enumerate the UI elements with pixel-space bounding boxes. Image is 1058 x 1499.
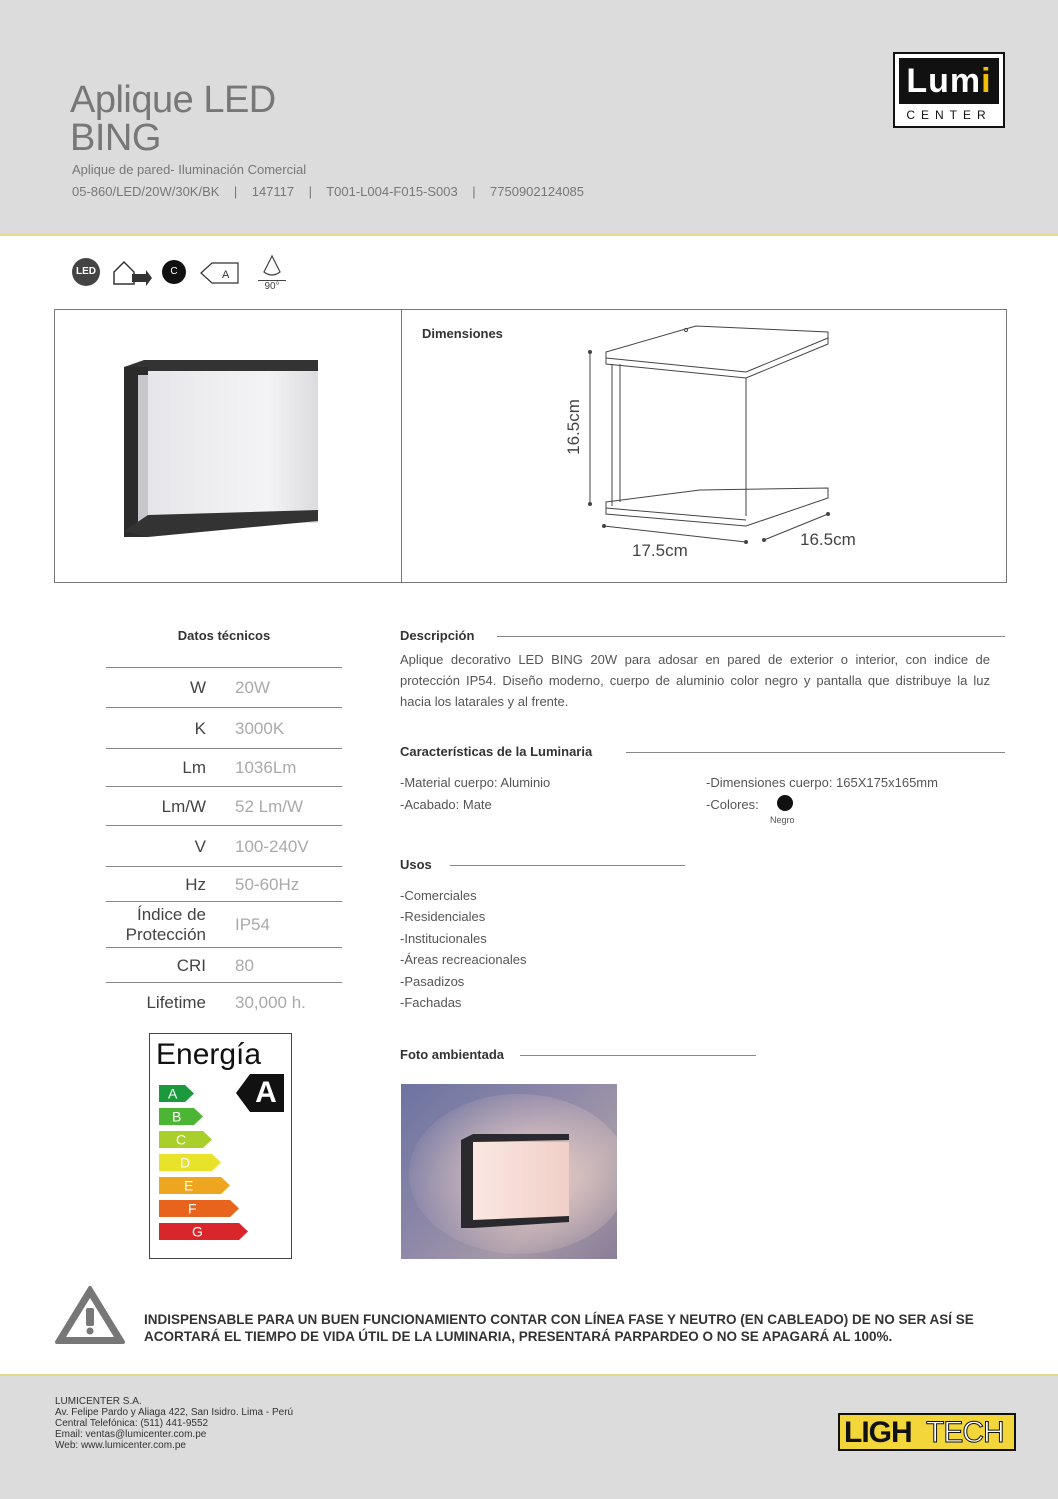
footer-phone: Central Telefónica: (511) 441-9552: [55, 1418, 209, 1429]
tech-row: [106, 786, 342, 825]
tech-row-value: 80: [235, 956, 254, 975]
energy-bar-label: D: [180, 1154, 191, 1171]
uses-item: -Residenciales: [400, 909, 486, 925]
energy-bar-label: E: [184, 1177, 194, 1194]
product-image: [118, 355, 324, 541]
description-text: Aplique decorativo LED BING 20W para adosar en pared de exterior o interior, con indice de protección IP54. Diseño moderno, cuerpo de aluminio color negro y pantalla que distribuye la luz hacia los latarales y al frente.: [400, 652, 990, 709]
led-badge-icon: LED: [72, 258, 100, 286]
energy-class-icon: [200, 262, 240, 284]
uses-item: -Comerciales: [400, 888, 477, 903]
ambient-photo: [401, 1084, 617, 1259]
indoor-outdoor-icon: [110, 258, 154, 288]
beam-angle-label: 90°: [258, 280, 286, 292]
c-badge-icon: C: [162, 260, 186, 284]
feature-finish: -Acabado: Mate: [400, 797, 492, 812]
tech-row: [106, 667, 342, 707]
code-ean: 7750902124085: [490, 184, 585, 199]
energy-bar-b: [159, 1108, 204, 1125]
feature-dimensions: -Dimensiones cuerpo: 165X175x165mm: [706, 775, 938, 790]
tech-row-label: Hz: [185, 875, 206, 894]
svg-text:A: A: [222, 269, 230, 281]
product-title-line2: BING: [70, 117, 161, 159]
tech-row: [106, 866, 342, 901]
footer-address: Av. Felipe Pardo y Aliaga 422, San Isidro. Lima - Perú: [55, 1407, 294, 1418]
footer-web: Web: www.lumicenter.com.pe: [55, 1440, 186, 1451]
energy-bar-f: [159, 1200, 240, 1217]
uses-item: -Fachadas: [400, 995, 462, 1010]
tech-row-label: Índice de Protección: [125, 905, 206, 944]
description-title: Descripción: [400, 628, 475, 643]
tech-row: [106, 901, 342, 947]
tech-row: [106, 748, 342, 786]
energy-bar-label: C: [176, 1131, 187, 1148]
tech-row-label: CRI: [176, 956, 206, 975]
ambient-divider: [520, 1055, 756, 1056]
energy-rating-letter: A: [255, 1076, 277, 1109]
energy-bar-d: [159, 1154, 222, 1171]
tech-row-value: 100-240V: [235, 837, 309, 856]
uses-item: -Institucionales: [400, 930, 487, 946]
description-divider: [497, 636, 1005, 637]
tech-row: [106, 947, 342, 982]
energy-bar-a: [159, 1085, 195, 1102]
uses-item: -Áreas recreacionales: [400, 952, 527, 968]
warning-icon: [54, 1284, 126, 1346]
color-swatch-black: [777, 795, 793, 811]
product-subtitle: Aplique de pared- Iluminación Comercial: [72, 162, 307, 177]
tech-row-value: IP54: [235, 915, 270, 934]
tech-row: [106, 707, 342, 748]
tech-row-value: 50-60Hz: [235, 875, 300, 894]
energy-bar-label: G: [192, 1223, 203, 1240]
features-title: Características de la Luminaria: [400, 744, 593, 759]
beam-angle-icon: [258, 254, 286, 280]
energy-bar-label: F: [188, 1200, 197, 1217]
energy-title: Energía: [156, 1038, 262, 1071]
tech-row-label: Lm: [182, 758, 206, 777]
lightech-logo: LIGH TECH: [838, 1413, 1016, 1451]
tech-data-title: Datos técnicos: [177, 628, 271, 643]
dimension-depth-label: 16.5cm: [800, 530, 856, 549]
code-separator: |: [472, 184, 476, 199]
feature-colors-label: -Colores:: [706, 797, 759, 812]
energy-bar-e: [159, 1177, 231, 1194]
tech-row-label: K: [194, 719, 206, 738]
tech-row-label: V: [194, 837, 206, 856]
energy-bar-c: [159, 1131, 213, 1148]
tech-row-value: 3000K: [235, 719, 285, 738]
uses-item: -Pasadizos: [400, 973, 465, 989]
tech-row-value: 1036Lm: [235, 758, 297, 777]
dimensions-title: Dimensiones: [422, 326, 503, 341]
tech-row-label: W: [189, 678, 206, 697]
tech-row-label: Lm/W: [161, 797, 206, 816]
energy-bar-label: A: [168, 1085, 178, 1102]
tech-row: [106, 825, 342, 866]
uses-divider: [450, 865, 685, 866]
uses-title: Usos: [400, 857, 432, 872]
features-divider: [626, 752, 1005, 753]
tech-row-label: Lifetime: [146, 993, 206, 1012]
energy-bar-g: [159, 1223, 249, 1240]
product-title-line1: Aplique LED: [70, 79, 276, 121]
color-swatch-label: Negro: [770, 815, 795, 825]
code-separator: |: [233, 184, 238, 199]
code-separator: |: [308, 184, 312, 199]
footer-company: LUMICENTER S.A.: [55, 1396, 142, 1407]
code-id: 147117: [251, 184, 295, 199]
footer-email: Email: ventas@lumicenter.com.pe: [55, 1429, 207, 1440]
ambient-photo-title: Foto ambientada: [400, 1047, 505, 1062]
dimension-height-label: 16.5cm: [564, 399, 583, 455]
energy-bar-label: B: [172, 1108, 182, 1125]
code-ref: T001-L004-F015-S003: [326, 184, 458, 199]
tech-row-value: 52 Lm/W: [235, 797, 304, 816]
code-sku: 05-860/LED/20W/30K/BK: [72, 184, 220, 199]
feature-material: -Material cuerpo: Aluminio: [400, 775, 551, 790]
tech-row-value: 30,000 h.: [235, 993, 306, 1012]
tech-row: [106, 982, 342, 1022]
product-codes: [72, 184, 584, 199]
tech-row-value: 20W: [235, 678, 270, 697]
dimension-width-label: 17.5cm: [632, 541, 688, 560]
lumicenter-logo: Lumi CENTER: [893, 52, 1005, 128]
warning-text: INDISPENSABLE PARA UN BUEN FUNCIONAMIENTO CONTAR CON LÍNEA FASE Y NEUTRO (EN CABLEADO) DE NO SER ASÍ SE ACORTARÁ EL TIEMPO DE VIDA ÚTIL DE LA LUMINARIA, PRESENTARÁ PARPARDEO O NO SE APAGARÁ AL 100%.: [144, 1312, 974, 1344]
